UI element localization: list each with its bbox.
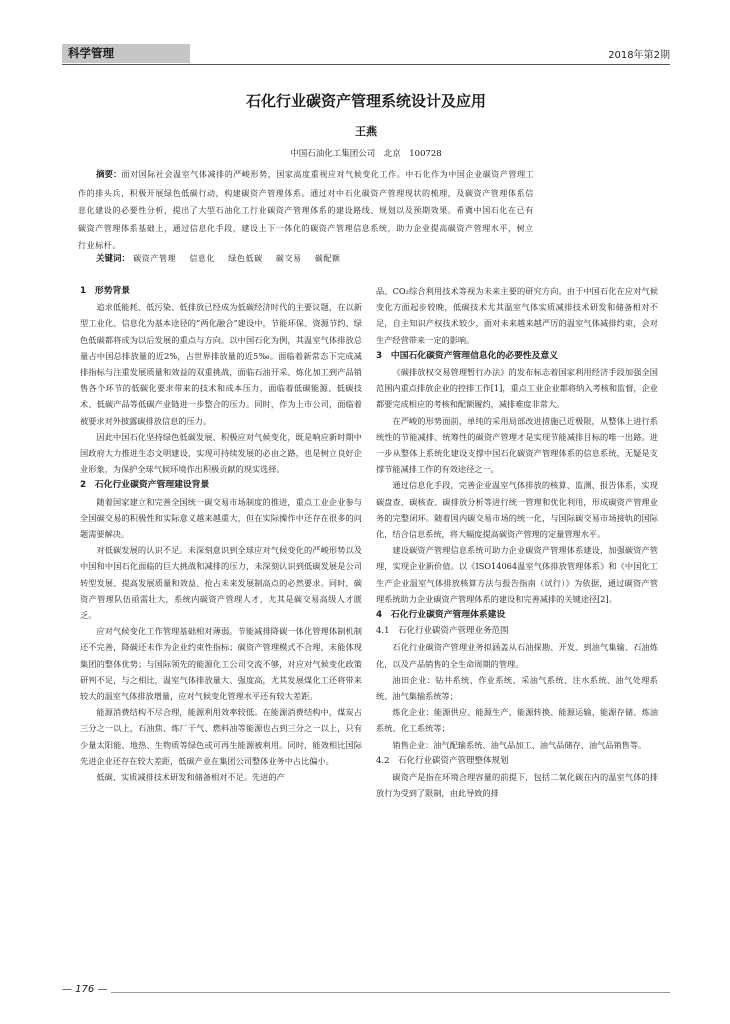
paragraph: 在严峻的形势面前，单纯的采用局部改进措施已近极限，从整体上进行系统性的节能减排、统筹性的碳资产管理才是实现节能减排目标的唯一出路。进一步从整体上系统化建设支撑中国石化碳资产管理体系的信息系统，无疑是支撑节能减排工作的有效途径之一。 (376, 415, 658, 475)
article-title: 石化行业碳资产管理系统设计及应用 (245, 92, 486, 110)
paragraph: 炼化企业：能源供应、能源生产、能源转换、能源运输、能源存储、炼油系统、化工系统等； (376, 707, 658, 734)
paragraph: 品、CO₂综合利用技术等视为未来主要的研究方向。由于中国石化在应对气候变化方面起步较晚，低碳技术尤其温室气体实质减排技术研发和储备相对不足，自主知识产权技术较少，面对未来越来越严厉的温室气体减排约束，会对生产经营带来一定的影响。 (376, 286, 658, 345)
abstract (78, 166, 668, 255)
paragraph: 碳资产是指在环境合理容量的前提下，包括二氧化碳在内的温室气体的排放行为受到了限制，由此导致的排 (376, 772, 658, 799)
paragraph: 能源消费结构不尽合理，能源利用效率较低。在能源消费结构中，煤炭占三分之一以上，石油焦、炼厂干气、燃料油等能源也占到三分之一以上，只有少量太阳能、地热、生物质等绿色或可再生能源被利用。同时，能效相比国际先进企业还存在较大差距，低碳产业在集团公司整体业务中占比偏小。 (80, 707, 362, 766)
paragraph: 应对气候变化工作管理基础相对薄弱。节能减排降碳一体化管理体制机制还不完善，降碳还未作为企业约束性指标；碳资产管理模式不合理，未能体现集团的整体优势；与国际领先的能源化工公司交流不够，对应对气候变化政策研判不足，与之相比，温室气体排放量大、强度高，尤其发展煤化工还将带来较大的温室气体排放增量，应对气候变化管理水平还有较大差距。 (80, 626, 362, 702)
keyword: 碳资产管理 (133, 254, 177, 263)
paragraph: 《碳排放权交易管理暂行办法》的发布标志着国家利用经济手段加强全国范围内重点排放企业的控排工作[1]，重点工业企业都将纳入考核和监督，企业都要完成相应的考核和配额履约，减排难度非常大。 (376, 367, 658, 410)
paragraph: 石化行业碳资产管理业务拟涵盖从石油探勘、开发、到油气集输、石油炼化，以及产品销售的全生命周期的管理。 (376, 642, 658, 669)
page-header (62, 44, 670, 64)
keywords (78, 252, 668, 264)
paragraph: 通过信息化手段，完善企业温室气体排放的核算、监测、报告体系，实现碳盘查、碳核查、碳排放分析等进行统一管理和优化利用，形成碳资产管理业务的完整闭环。随着国内碳交易市场的统一化，与国际碳交易市场接轨的国际化，结合信息系统，将大幅度提高碳资产管理的定量管理水平。 (376, 480, 658, 540)
abstract-line-4: 碳资产管理体系基础上，通过信息化手段，建设上下一体化的碳资产管理信息系统，助力企业提高碳资产管理水平，树立 (78, 223, 534, 233)
abstract-line-1: 摘要：面对国际社会温室气体减排的严峻形势，国家高度重视应对气候变化工作。中石化作为中国企业碳资产管理工 (96, 170, 535, 180)
right-column (376, 283, 658, 802)
author-name: 王燕 (355, 125, 377, 138)
paragraph: 因此中国石化坚持绿色低碳发展、积极应对气候变化，既是响应新时期中国政府大力推进生态文明建设，实现可持续发展的必由之路，也是树立良好企业形象，为保护全球气候环境作出积极贡献的现实选择。 (80, 431, 362, 475)
author-affiliation: 中国石油化工集团公司 北京 100728 (290, 149, 442, 159)
footer-rule (62, 992, 670, 993)
section-heading: 3 中国石化碳资产管理信息化的必要性及意义 (376, 350, 559, 361)
abstract-line-5: 行业标杆。 (78, 241, 121, 250)
issue-label: 2018年第2期 (608, 50, 670, 61)
left-column (80, 283, 362, 785)
paragraph: 建设碳资产管理信息系统可助力企业碳资产管理体系建设，加强碳资产管理，实现企业新价值。以《ISO14064温室气体排放管理体系》和《中国化工生产企业温室气体排放核算方法与报告指南（试行）》为依据，通过碳资产管理系统助力企业碳资产管理体系的建设和完善减排的关键途径[2]。 (376, 545, 658, 604)
keyword: 绿色低碳 (228, 254, 263, 263)
keywords-label: 关键词： (96, 254, 131, 264)
section-heading: 4 石化行业碳资产管理体系建设 (376, 610, 506, 621)
keyword: 碳配额 (314, 254, 341, 263)
subsection-heading: 4.1 石化行业碳资产管理业务范围 (376, 626, 509, 637)
keyword: 碳交易 (275, 254, 302, 263)
section-tag: 科学管理 (62, 44, 190, 63)
paragraph: 低碳、实质减排技术研发和储备相对不足。先进的产 (96, 772, 285, 783)
section-heading: 1 形势背景 (80, 286, 131, 296)
abstract-label: 摘要： (96, 170, 122, 180)
header-rule (62, 64, 670, 65)
abstract-line-3: 息化建设的必要性分析，提出了大型石油化工行业碳资产管理体系的建设路线、规划以及预期效果。希冀中国石化在已有 (78, 206, 534, 215)
keyword: 信息化 (189, 254, 216, 263)
paragraph: 对低碳发展的认识不足。未深刻意识到全球应对气候变化的严峻形势以及中国和中国石化面临的巨大挑战和减排的压力，未深刻认识到低碳发展是公司转型发展、提高发展质量和效益、抢占未来发展制高点的必然要求。同时，碳资产管理队伍亟需壮大，系统内碳资产管理人才，尤其是碳交易高级人才匮乏。 (80, 545, 362, 621)
abstract-line-2: 作的排头兵，积极开展绿色低碳行动，构建碳资产管理体系。通过对中石化碳资产管理现状的梳理，及碳资产管理体系信 (78, 188, 534, 198)
subsection-heading: 4.2 石化行业碳资产管理整体规划 (376, 755, 509, 766)
paragraph: 随着国家建立和完善全国统一碳交易市场制度的推进，重点工业企业参与全国碳交易的积极性和实际意义越来越重大，但在实际操作中还存在很多的问题需要解决。 (80, 496, 362, 540)
paragraph: 销售企业：油气配输系统、油气品加工、油气品储存、油气品销售等。 (392, 739, 647, 750)
paragraph: 追求低能耗、低污染、低排放已经成为低碳经济时代的主要议题，在以新型工业化、信息化为基本途径的“两化融合”建设中，节能环保、资源节约、绿色低碳都将成为以后发展的重点与方向。以中国石化为例，其温室气体排放总量占中国总排放量的近2%，占世界排放量的近5‰。面临着新常态下完成减排指标与注重发展质量和效益的双重挑战，面临石油开采、炼化加工到产品销售各个环节的低碳化要求带来的技术和成本压力，面临着低碳能源、低碳技术、低碳产品等低碳产业链进一步整合的压力。同时，作为上市公司，面临着被要求对外披露碳排放信息的压力。 (80, 302, 362, 426)
page-number: — 176 — (62, 984, 111, 995)
paragraph: 油田企业：钻井系统、作业系统、采油气系统、注水系统、油气处理系统、油气集输系统等； (376, 674, 658, 702)
section-heading: 2 石化行业碳资产管理建设背景 (80, 480, 210, 491)
